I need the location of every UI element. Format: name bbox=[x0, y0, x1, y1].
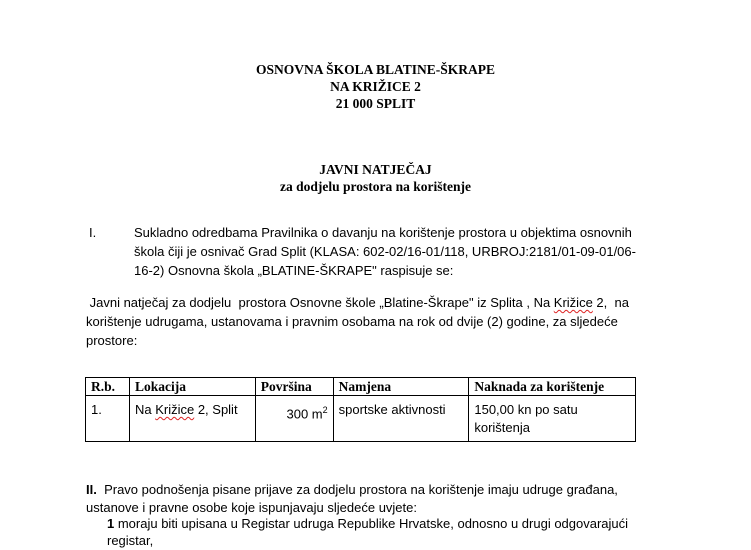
cell-povrsina bbox=[255, 396, 333, 442]
section-2-line-2: ustanove i pravne osobe koje ispunjavaju sljedeće uvjete: bbox=[86, 500, 417, 515]
section-1-line-3: 16-2) Osnovna škola „BLATINE-ŠKRAPE" raspisuje se: bbox=[134, 263, 454, 278]
cell-lokacija-prefix: Na bbox=[134, 402, 156, 417]
intro-line-1 bbox=[86, 294, 629, 312]
intro-line-3: prostore: bbox=[86, 333, 138, 348]
cell-naknada bbox=[469, 396, 636, 442]
intro-street-name: Križice bbox=[553, 295, 593, 310]
cell-povrsina-exponent: 2 bbox=[322, 405, 328, 415]
header-povrsina: Površina bbox=[255, 378, 333, 396]
premises-table bbox=[85, 377, 636, 442]
intro-line-2: korištenje udrugama, ustanovama i pravnim osobama na rok od dvije (2) godine, za sljedeće bbox=[86, 314, 618, 329]
cell-naknada-line-2: korištenja bbox=[474, 420, 530, 435]
section-2-line-1-text: Pravo podnošenja pisane prijave za dodjelu prostora na korištenje imaju udruge građana, bbox=[104, 482, 618, 497]
school-city: 21 000 SPLIT bbox=[335, 96, 416, 111]
document-subtitle: za dodjelu prostora na korištenje bbox=[280, 179, 471, 194]
cell-povrsina-value: 300 m bbox=[286, 406, 323, 422]
cell-lokacija-street: Križice bbox=[155, 402, 195, 417]
intro-line-1-end: 2, na bbox=[592, 295, 629, 310]
section-2-numeral: II. bbox=[86, 482, 97, 497]
section-1-line-2: škola čiji je osnivač Grad Split (KLASA: 602-02/16-01/118, URBROJ:2181/01-09-01/06- bbox=[134, 244, 636, 259]
cell-lokacija bbox=[129, 396, 255, 442]
header-rb: R.b. bbox=[86, 378, 130, 396]
cell-naknada-line-1: 150,00 kn po satu bbox=[474, 402, 578, 417]
section-1-numeral: I. bbox=[89, 225, 97, 240]
intro-line-1-text: Javni natječaj za dodjelu prostora Osnovne škole „Blatine-Škrape" iz Splita , Na bbox=[86, 295, 554, 310]
school-address: NA KRIŽICE 2 bbox=[330, 79, 421, 94]
cell-lokacija-suffix: 2, Split bbox=[194, 402, 238, 417]
section-2-item-1 bbox=[107, 515, 628, 533]
cell-rb: 1. bbox=[86, 396, 130, 442]
section-2-item-1-text: moraju biti upisana u Registar udruga Republike Hrvatske, odnosno u drugi odgovarajući bbox=[114, 516, 629, 531]
document-title: JAVNI NATJEČAJ bbox=[319, 162, 432, 177]
section-2-line-1 bbox=[86, 481, 618, 499]
school-name: OSNOVNA ŠKOLA BLATINE-ŠKRAPE bbox=[255, 62, 496, 77]
section-2-item-1-line-2: registar, bbox=[107, 533, 154, 548]
header-lokacija: Lokacija bbox=[129, 378, 255, 396]
header-namjena: Namjena bbox=[333, 378, 469, 396]
table-row bbox=[86, 396, 636, 442]
cell-namjena: sportske aktivnosti bbox=[333, 396, 469, 442]
section-2-item-1-number: 1 bbox=[107, 516, 115, 531]
section-1-line-1: Sukladno odredbama Pravilnika o davanju na korištenje prostora u objektima osnovnih bbox=[134, 225, 632, 240]
table-header-row bbox=[86, 378, 636, 396]
header-naknada: Naknada za korištenje bbox=[469, 378, 636, 396]
